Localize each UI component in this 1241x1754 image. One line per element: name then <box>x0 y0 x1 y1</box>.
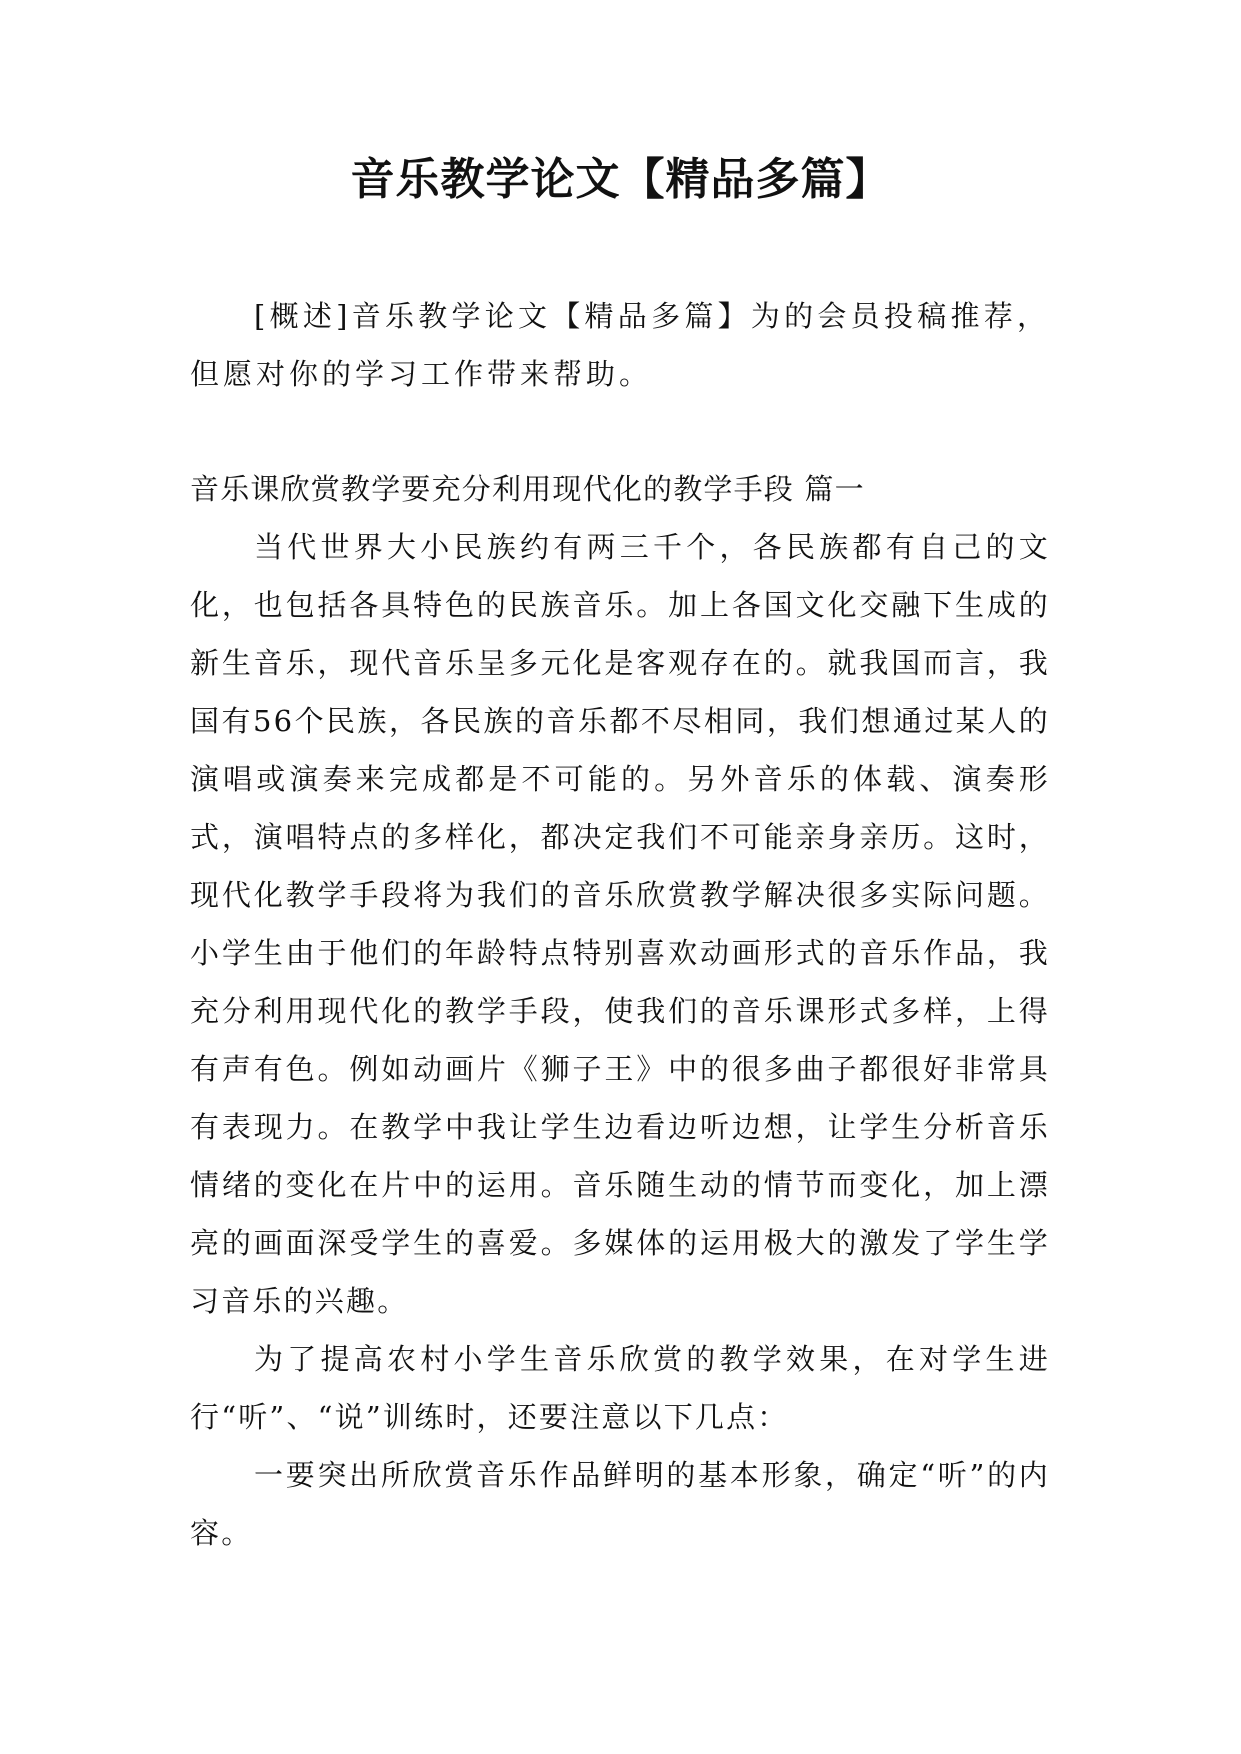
body-paragraph: 一要突出所欣赏音乐作品鲜明的基本形象，确定“听”的内容。 <box>190 1458 1050 1550</box>
abstract-paragraph: [概述]音乐教学论文【精品多篇】为的会员投稿推荐，但愿对你的学习工作带来帮助。 <box>190 299 1050 391</box>
body-paragraph: 为了提高农村小学生音乐欣赏的教学效果，在对学生进行“听”、“说”训练时，还要注意以下几点： <box>190 1342 1050 1434</box>
section-heading: 音乐课欣赏教学要充分利用现代化的教学手段 篇一 <box>190 472 865 506</box>
document-title: 音乐教学论文【精品多篇】 <box>350 154 891 205</box>
body-paragraph: 当代世界大小民族约有两三千个，各民族都有自己的文化，也包括各具特色的民族音乐。加上各国文化交融下生成的新生音乐，现代音乐呈多元化是客观存在的。就我国而言，我国有56个民族，各民族的音乐都不尽相同，我们想通过某人的演唱或演奏来完成都是不可能的。另外音乐的体载、演奏形式，演唱特点的多样化，都决定我们不可能亲身亲历。这时，现代化教学手段将为我们的音乐欣赏教学解决很多实际问题。小学生由于他们的年龄特点特别喜欢动画形式的音乐作品，我充分利用现代化的教学手段，使我们的音乐课形式多样，上得有声有色。例如动画片《狮子王》中的很多曲子都很好非常具有表现力。在教学中我让学生边看边听边想，让学生分析音乐情绪的变化在片中的运用。音乐随生动的情节而变化，加上漂亮的画面深受学生的喜爱。多媒体的运用极大的激发了学生学习音乐的兴趣。 <box>190 530 1050 1318</box>
